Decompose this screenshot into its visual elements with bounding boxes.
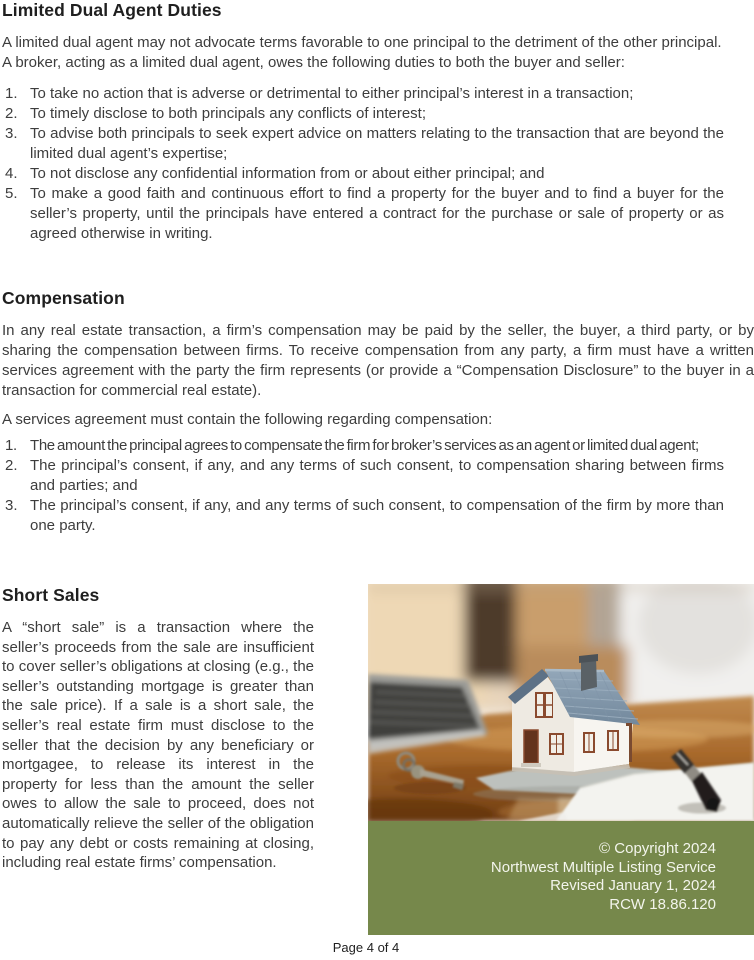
compensation-requirements-list (2, 436, 754, 536)
dual-agent-intro-line-1: A limited dual agent may not advocate terms favorable to one principal to the detriment of the other principal. (2, 34, 722, 51)
duty-item: To make a good faith and continuous effort to find a property for the buyer and to find a buyer for the seller’s property, until the principals have entered a contract for the purchase or sale of property or as agreed otherwise in writing. (30, 185, 724, 242)
copyright-line: Northwest Multiple Listing Service (490, 858, 716, 876)
requirement-item: The amount the principal agrees to compensate the firm for broker’s services as an agent or limited dual agent; (30, 437, 699, 454)
requirement-item: The principal’s consent, if any, and any terms of such consent, to compensation of the firm by more than one party. (30, 497, 724, 534)
compensation-intro: In any real estate transaction, a firm’s compensation may be paid by the seller, the buyer, a third party, or by sharing the compensation between firms. To receive compensation from any party, a firm must have a written services agreement with the party the firm represents (or provide a “Compensation Disclosure” to the buyer in a transaction for commercial real estate). (2, 322, 754, 399)
heading-compensation: Compensation (2, 288, 125, 308)
house-photo (368, 584, 754, 821)
duty-item: To timely disclose to both principals any conflicts of interest; (30, 105, 427, 122)
requirement-item: The principal’s consent, if any, and any terms of such consent, to compensation sharing between firms and parties; and (30, 457, 724, 494)
compensation-requirements-intro: A services agreement must contain the following regarding compensation: (2, 411, 493, 428)
heading-short-sales: Short Sales (2, 585, 100, 605)
duty-item: To advise both principals to seek expert advice on matters relating to the transaction that are beyond the limited dual agent’s expertise; (30, 125, 724, 162)
dual-agent-intro (2, 33, 754, 73)
right-media-column (368, 584, 754, 935)
page-number: Page 4 of 4 (332, 940, 400, 955)
duty-item: To take no action that is adverse or detrimental to either principal’s interest in a transaction; (30, 85, 634, 102)
short-sales-body: A “short sale” is a transaction where the seller’s proceeds from the sale are insufficient to cover seller’s obligations at closing (e.g., the seller’s outstanding mortgage is greater than the sale price). If a sale is a short sale, the seller’s real estate firm must disclose to the seller that the decision by any beneficiary or mortgagee, to release its interest in the property for less than the amount the seller owes to allow the sale to proceed, does not automatically relieve the seller of the obligation to pay any debt or costs remaining at closing, including real estate firms’ compensation. (2, 619, 314, 872)
copyright-line: Revised January 1, 2024 (550, 877, 716, 894)
dual-agent-duties-list (2, 84, 754, 244)
copyright-line: RCW 18.86.120 (609, 895, 716, 913)
copyright-line: © Copyright 2024 (599, 840, 716, 857)
heading-limited-dual-agent-duties: Limited Dual Agent Duties (2, 0, 222, 20)
duty-item: To not disclose any confidential information from or about either principal; and (30, 165, 545, 182)
copyright-box (368, 821, 754, 935)
dual-agent-intro-line-2: A broker, acting as a limited dual agent, owes the following duties to both the buyer and seller: (2, 54, 625, 71)
